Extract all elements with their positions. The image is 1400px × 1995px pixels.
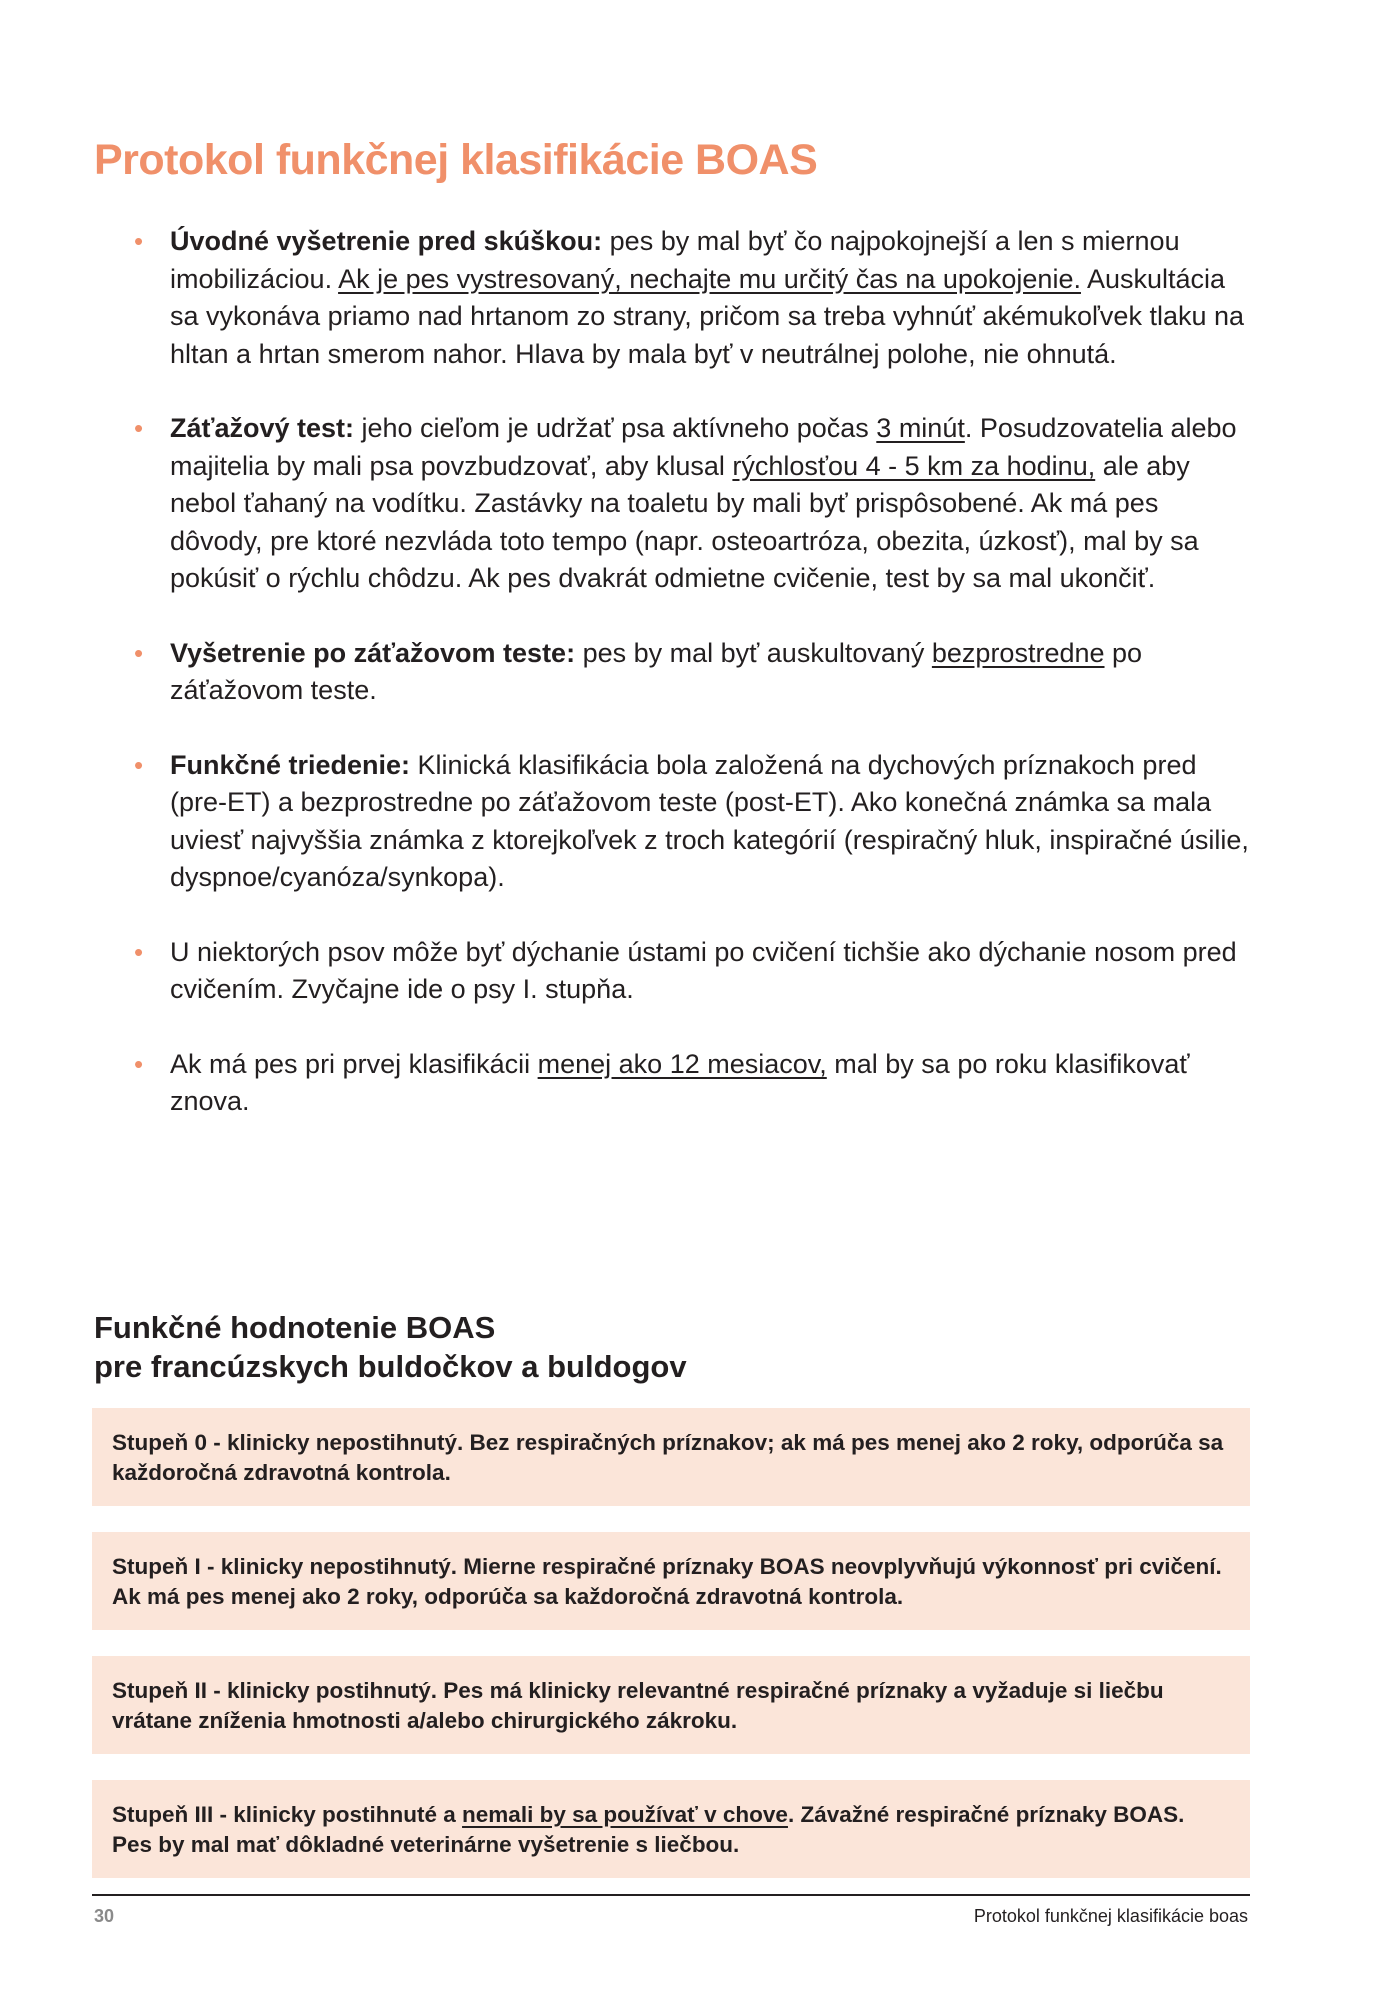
grade-box-0	[92, 1408, 1250, 1506]
protocol-list	[134, 223, 1254, 1158]
grade-text: Stupeň I - klinicky nepostihnutý. Mierne respiračné príznaky BOAS neovplyvňujú výkonnosť pri cvičení. Ak má pes menej ako 2 roky, odporúča sa každoročná zdravotná kontrola.	[112, 1554, 1222, 1609]
grade-box-3	[92, 1780, 1250, 1878]
item-lead: Úvodné vyšetrenie pred skúškou:	[170, 226, 603, 256]
item-lead: Záťažový test:	[170, 413, 354, 443]
grade-text: Stupeň II - klinicky postihnutý. Pes má klinicky relevantné respiračné príznaky a vyžaduje si liečbu vrátane zníženia hmotnosti a/alebo chirurgického zákroku.	[112, 1678, 1164, 1733]
item-text: jeho cieľom je udržať psa aktívneho počas	[354, 413, 877, 443]
item-text: Auskultácia sa vykonáva priamo nad hrtanom zo strany, pričom sa treba vyhnúť akémukoľvek tlaku na hltan a hrtan smerom nahor. Hlava by mala byť v neutrálnej polohe, nie ohnutá.	[170, 263, 1245, 369]
item-text: ale aby nebol ťahaný na vodítku. Zastávky na toaletu by mali byť prispôsobené. Ak má pes dôvody, pre ktoré nezvláda toto tempo (napr. osteoartróza, obezita, úzkosť), mal by sa pokúsiť o rýchlu chôdzu. Ak pes dvakrát odmietne cvičenie, test by sa mal ukončiť.	[170, 450, 1199, 593]
item-underlined-text: Ak je pes vystresovaný, nechajte mu určitý čas na upokojenie.	[338, 263, 1081, 294]
list-item	[134, 635, 1254, 710]
section-heading-line: Funkčné hodnotenie BOAS	[94, 1310, 496, 1345]
item-lead: Funkčné triedenie:	[170, 749, 411, 780]
grade-text: . Závažné respiračné príznaky BOAS. Pes by mal mať dôkladné veterinárne vyšetrenie s liečbou.	[112, 1802, 1185, 1857]
section-heading	[94, 1308, 687, 1386]
item-text: pes by mal byť čo najpokojnejší a len s miernou imobilizáciou.	[170, 226, 1180, 294]
item-underlined-text: bezprostredne	[931, 637, 1105, 668]
list-item	[134, 410, 1254, 598]
footer-divider	[92, 1894, 1250, 1896]
list-item	[134, 747, 1254, 897]
footer-title: Protokol funkčnej klasifikácie boas	[973, 1906, 1248, 1926]
item-underlined-text: rýchlosťou 4 - 5 km za hodinu,	[732, 450, 1096, 481]
item-text: Ak má pes pri prvej klasifikácii	[170, 1048, 538, 1079]
item-text: pes by mal byť auskultovaný	[575, 637, 932, 668]
list-item	[134, 934, 1254, 1009]
item-text: Klinická klasifikácia bola založená na dychových príznakoch pred (pre-ET) a bezprostredne po záťažovom teste (post-ET). Ako konečná známka sa mala uviesť najvyššia známka z ktorejkoľvek z troch kategórií (respiračný hluk, inspiračné úsilie, dyspnoe/cyanóza/synkopa).	[170, 749, 1249, 892]
item-text: . Posudzovatelia alebo majitelia by mali psa povzbudzovať, aby klusal	[170, 413, 1237, 481]
item-text: po záťažovom teste.	[170, 637, 1143, 705]
bullet-icon: •	[134, 637, 144, 668]
bullet-icon: •	[134, 226, 144, 256]
page-number: 30	[94, 1906, 115, 1926]
bullet-icon: •	[134, 1048, 144, 1079]
item-underlined-text: 3 minút	[876, 413, 965, 443]
section-heading-line: pre francúzskych buldočkov a buldogov	[94, 1349, 687, 1384]
list-item	[134, 1046, 1254, 1121]
bullet-icon: •	[134, 413, 144, 443]
item-text: mal by sa po roku klasifikovať znova.	[170, 1048, 1190, 1116]
grade-box-1	[92, 1532, 1250, 1630]
item-underlined-text: menej ako 12 mesiacov,	[537, 1048, 827, 1079]
grade-underlined-text: nemali by sa používať v chove	[462, 1802, 788, 1827]
item-lead: Vyšetrenie po záťažovom teste:	[170, 637, 576, 668]
grade-list	[92, 1408, 1250, 1904]
grade-text: Stupeň 0 - klinicky nepostihnutý. Bez respiračných príznakov; ak má pes menej ako 2 roky, odporúča sa každoročná zdravotná kontrola.	[112, 1430, 1224, 1485]
grade-text: Stupeň III - klinicky postihnuté a	[112, 1802, 463, 1827]
page-title: Protokol funkčnej klasifikácie BOAS	[94, 136, 818, 184]
bullet-icon: •	[134, 936, 144, 967]
list-item	[134, 223, 1254, 373]
item-text: U niektorých psov môže byť dýchanie ústami po cvičení tichšie ako dýchanie nosom pred cvičením. Zvyčajne ide o psy I. stupňa.	[170, 936, 1237, 1004]
bullet-icon: •	[134, 749, 144, 780]
grade-box-2	[92, 1656, 1250, 1754]
